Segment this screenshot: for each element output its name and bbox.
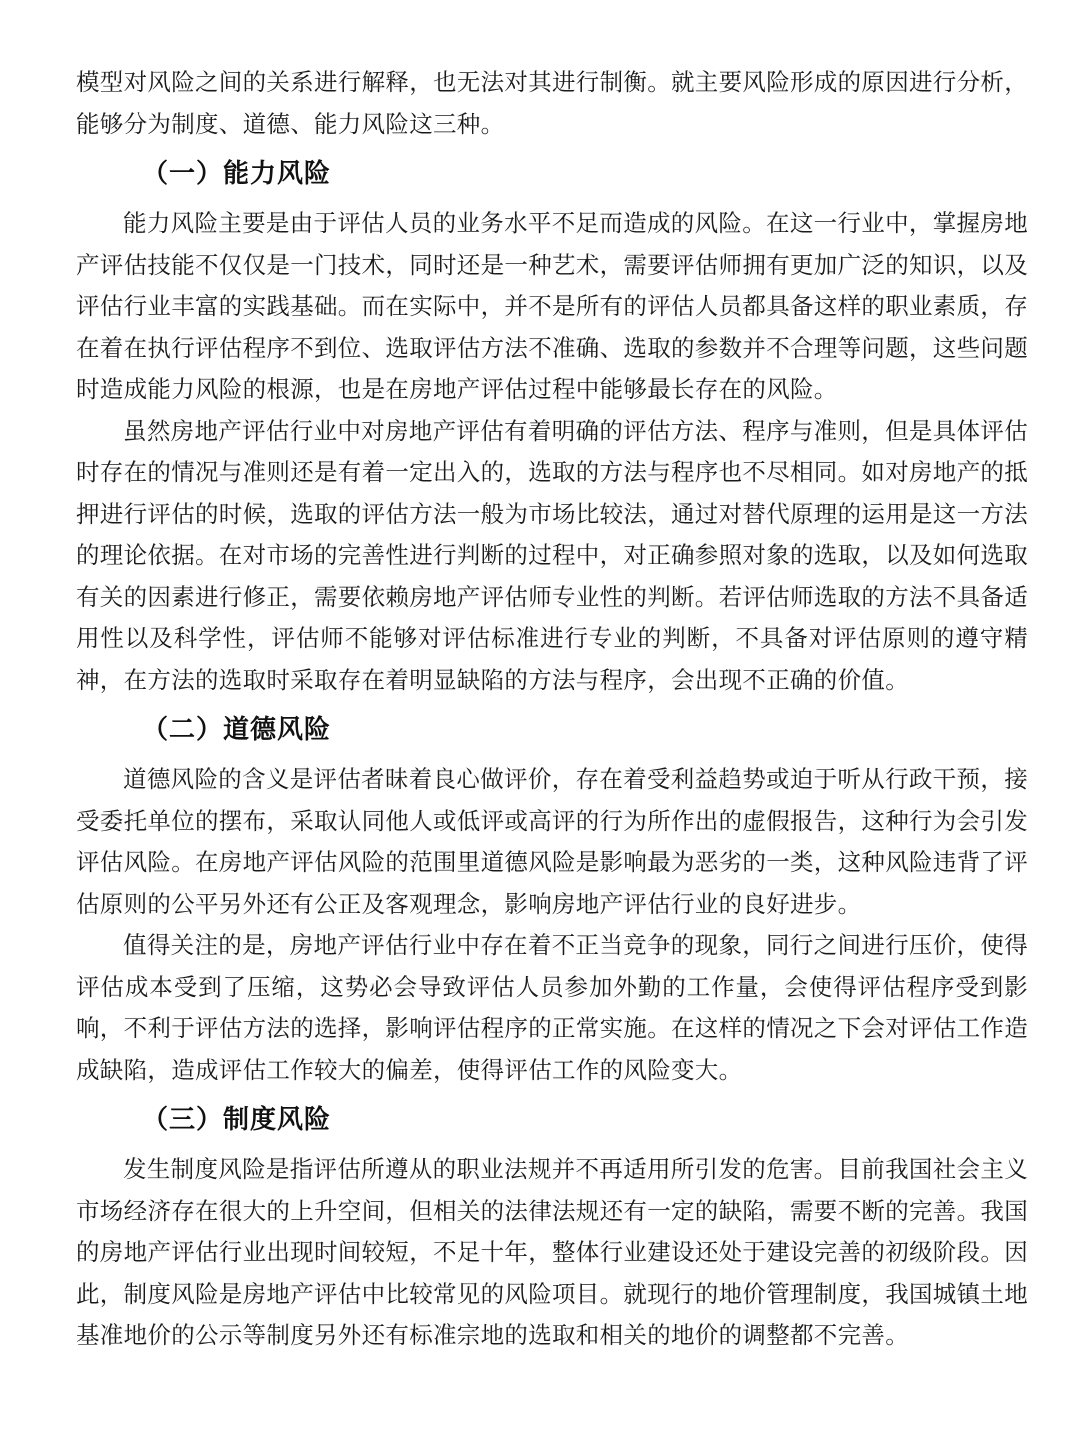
document-page: [76, 62, 1028, 1357]
ability-risk-paragraph-2: 虽然房地产评估行业中对房地产评估有着明确的评估方法、程序与准则，但是具体评估时存在的情况与准则还是有着一定出入的，选取的方法与程序也不尽相同。如对房地产的抵押进行评估的时候，选取的评估方法一般为市场比较法，通过对替代原理的运用是这一方法的理论依据。在对市场的完善性进行判断的过程中，对正确参照对象的选取，以及如何选取有关的因素进行修正，需要依赖房地产评估师专业性的判断。若评估师选取的方法不具备适用性以及科学性，评估师不能够对评估标准进行专业的判断，不具备对评估原则的遵守精神，在方法的选取时采取存在着明显缺陷的方法与程序，会出现不正确的价值。: [76, 416, 1028, 694]
moral-risk-paragraph-2: 值得关注的是，房地产评估行业中存在着不正当竞争的现象，同行之间进行压价，使得评估成本受到了压缩，这势必会导致评估人员参加外勤的工作量，会使得评估程序受到影响，不利于评估方法的选择，影响评估程序的正常实施。在这样的情况之下会对评估工作造成缺陷，造成评估工作较大的偏差，使得评估工作的风险变大。: [76, 931, 1028, 1084]
ability-risk-paragraph-1: 能力风险主要是由于评估人员的业务水平不足而造成的风险。在这一行业中，掌握房地产评估技能不仅仅是一门技术，同时还是一种艺术，需要评估师拥有更加广泛的知识，以及评估行业丰富的实践基础。而在实际中，并不是所有的评估人员都具备这样的职业素质，存在着在执行评估程序不到位、选取评估方法不准确、选取的参数并不合理等问题，这些问题时造成能力风险的根源，也是在房地产评估过程中能够最长存在的风险。: [76, 209, 1028, 403]
section-heading-moral-risk: （二）道德风险: [142, 715, 332, 745]
section-heading-ability-risk: （一）能力风险: [142, 159, 332, 189]
system-risk-paragraph-1: 发生制度风险是指评估所遵从的职业法规并不再适用所引发的危害。目前我国社会主义市场经济存在很大的上升空间，但相关的法律法规还有一定的缺陷，需要不断的完善。我国的房地产评估行业出现时间较短，不足十年，整体行业建设还处于建设完善的初级阶段。因此，制度风险是房地产评估中比较常见的风险项目。就现行的地价管理制度，我国城镇土地基准地价的公示等制度另外还有标准宗地的选取和相关的地价的调整都不完善。: [76, 1155, 1028, 1349]
intro-paragraph: 模型对风险之间的关系进行解释，也无法对其进行制衡。就主要风险形成的原因进行分析，能够分为制度、道德、能力风险这三种。: [76, 68, 1028, 138]
section-heading-system-risk: （三）制度风险: [142, 1105, 332, 1135]
moral-risk-paragraph-1: 道德风险的含义是评估者昧着良心做评价，存在着受利益趋势或迫于听从行政干预，接受委托单位的摆布，采取认同他人或低评或高评的行为所作出的虚假报告，这种行为会引发评估风险。在房地产评估风险的范围里道德风险是影响最为恶劣的一类，这种风险违背了评估原则的公平另外还有公正及客观理念，影响房地产评估行业的良好进步。: [76, 765, 1028, 918]
